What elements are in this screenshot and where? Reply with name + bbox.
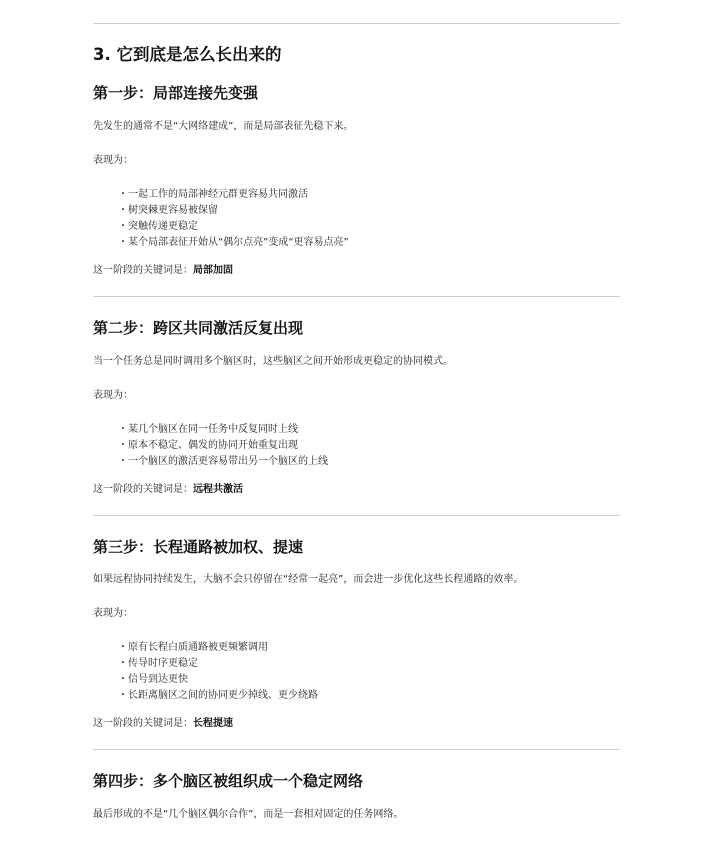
step-1-keyword-line [93, 264, 233, 278]
list-item [118, 220, 198, 234]
bullet: ・ [118, 205, 128, 216]
step-2-keyword-line [93, 483, 243, 497]
bullet: ・ [118, 237, 128, 248]
list-item [118, 236, 349, 250]
step-4-description: 最后形成的不是“几个脑区偶尔合作”，而是一套相对固定的任务网络。 [93, 809, 404, 820]
step-1-description: 先发生的通常不是“大网络建成”，而是局部表征先稳下来。 [93, 121, 354, 132]
step-2-description: 当一个任务总是同时调用多个脑区时，这些脑区之间开始形成更稳定的协同模式。 [93, 356, 453, 367]
list-item-text: 传导时序更稳定 [128, 658, 198, 669]
step-3-title: 第三步：长程通路被加权、提速 [93, 538, 304, 556]
list-item-text: 原有长程白质通路被更频繁调用 [128, 642, 268, 653]
bullet: ・ [118, 456, 128, 467]
keyword-label: 这一阶段的关键词是： [93, 484, 193, 495]
list-item [118, 455, 328, 469]
step-3-keyword-line [93, 717, 233, 731]
list-item [118, 439, 298, 453]
bullet: ・ [118, 221, 128, 232]
step-1-keyword: 局部加固 [193, 265, 233, 276]
step-3-intro: 表现为： [93, 608, 133, 619]
step-2-intro: 表现为： [93, 390, 133, 401]
step-4-title: 第四步：多个脑区被组织成一个稳定网络 [93, 772, 364, 790]
step-3-keyword: 长程提速 [193, 718, 233, 729]
section-title: 3. 它到底是怎么长出来的 [93, 45, 282, 64]
step-3-description: 如果远程协同持续发生，大脑不会只停留在“经常一起亮”，而会进一步优化这些长程通路的效率。 [93, 574, 524, 585]
list-item [118, 188, 308, 202]
step-1-title: 第一步：局部连接先变强 [93, 84, 259, 102]
list-item-text: 某几个脑区在同一任务中反复同时上线 [128, 424, 298, 435]
bullet: ・ [118, 189, 128, 200]
step-2-keyword: 远程共激活 [193, 484, 243, 495]
list-item-text: 某个局部表征开始从“偶尔点亮”变成“更容易点亮” [128, 237, 349, 248]
divider [93, 296, 620, 297]
list-item [118, 689, 318, 703]
list-item-text: 一起工作的局部神经元群更容易共同激活 [128, 189, 308, 200]
divider [93, 749, 620, 750]
bullet: ・ [118, 690, 128, 701]
list-item [118, 423, 298, 437]
list-item [118, 673, 188, 687]
list-item-text: 突触传递更稳定 [128, 221, 198, 232]
list-item-text: 信号到达更快 [128, 674, 188, 685]
keyword-label: 这一阶段的关键词是： [93, 265, 193, 276]
bullet: ・ [118, 658, 128, 669]
list-item-text: 一个脑区的激活更容易带出另一个脑区的上线 [128, 456, 328, 467]
keyword-label: 这一阶段的关键词是： [93, 718, 193, 729]
divider [93, 23, 620, 24]
list-item-text: 树突棘更容易被保留 [128, 205, 218, 216]
list-item [118, 204, 218, 218]
list-item-text: 长距离脑区之间的协同更少掉线、更少绕路 [128, 690, 318, 701]
bullet: ・ [118, 674, 128, 685]
list-item [118, 657, 198, 671]
divider [93, 515, 620, 516]
step-2-title: 第二步：跨区共同激活反复出现 [93, 319, 304, 337]
list-item [118, 641, 268, 655]
bullet: ・ [118, 440, 128, 451]
bullet: ・ [118, 424, 128, 435]
list-item-text: 原本不稳定、偶发的协同开始重复出现 [128, 440, 298, 451]
bullet: ・ [118, 642, 128, 653]
step-1-intro: 表现为： [93, 155, 133, 166]
